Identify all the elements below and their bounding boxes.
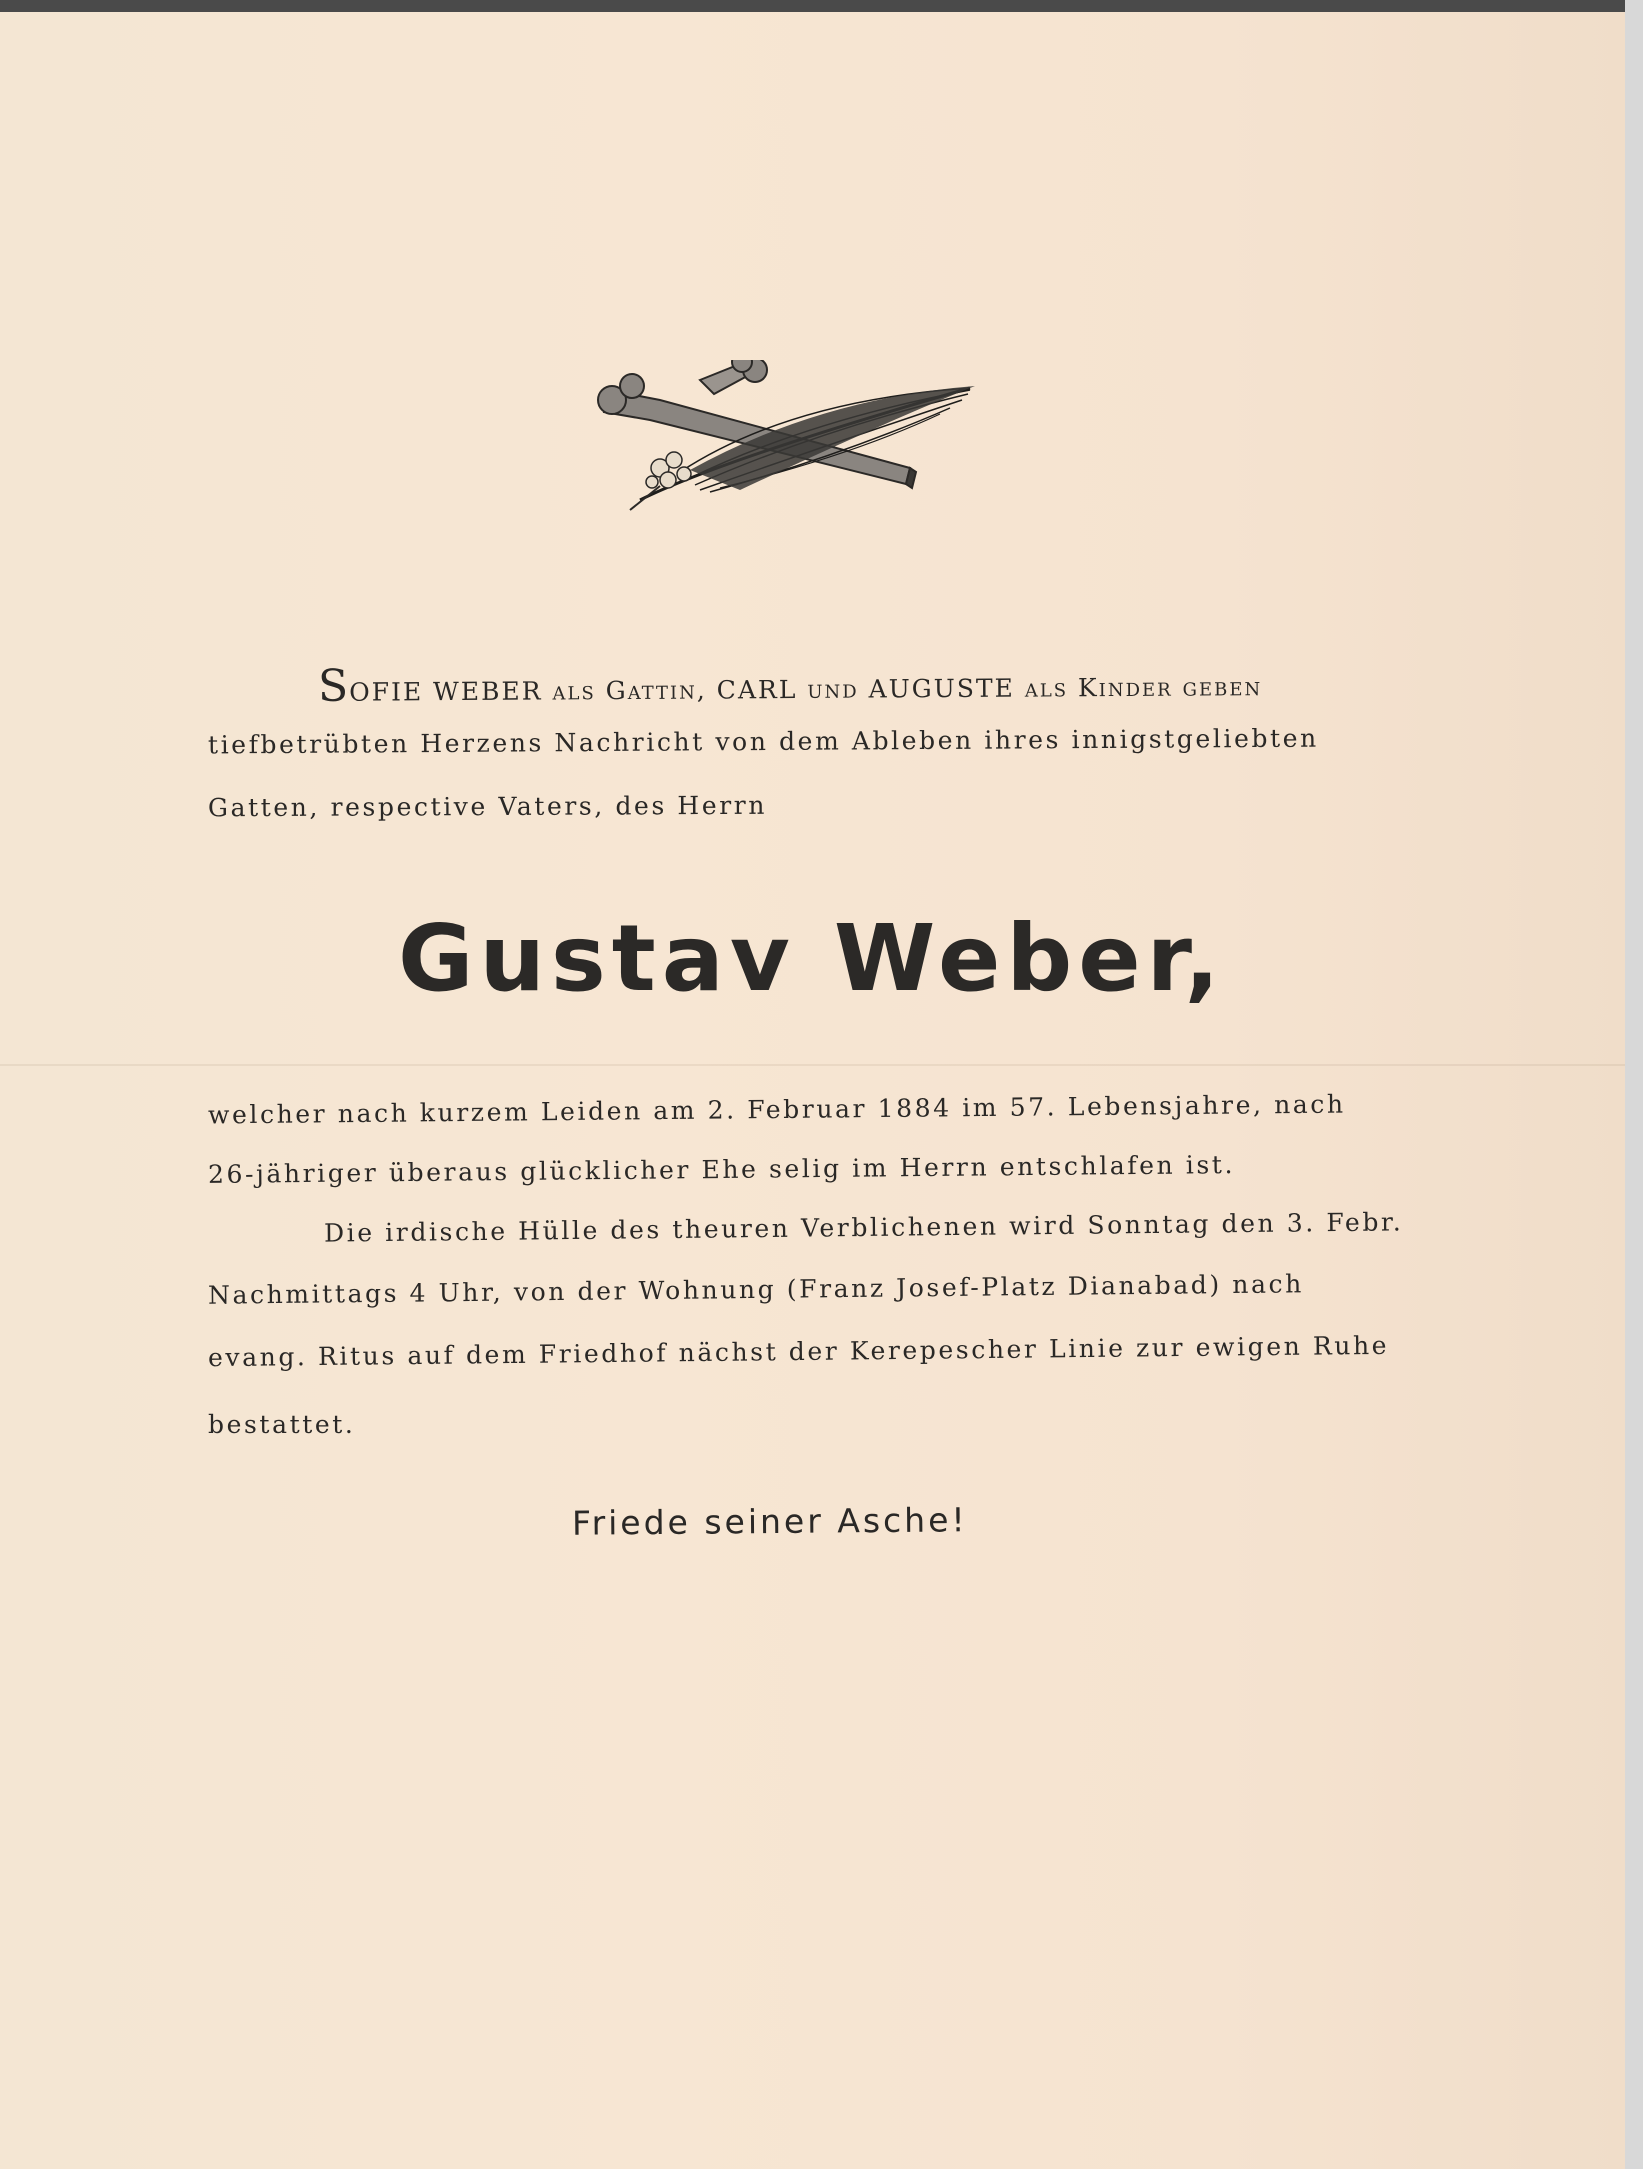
body-line-6: bestattet.	[208, 1410, 356, 1439]
intro-line-1	[318, 655, 1263, 712]
scan-frame-right	[1625, 0, 1643, 2169]
body-line-2: 26-jähriger überaus glücklicher Ehe selig im Herrn entschlafen ist.	[207, 1150, 1236, 1189]
body-line-5: evang. Ritus auf dem Friedhof nächst der Kerepescher Linie zur ewigen Ruhe	[207, 1330, 1390, 1373]
scan-frame-top	[0, 0, 1643, 12]
body-line-4: Nachmittags 4 Uhr, von der Wohnung (Franz Josef-Platz Dianabad) nach	[207, 1269, 1304, 1310]
intro-line-3: Gatten, respective Vaters, des Herrn	[207, 790, 768, 823]
paper-fold	[0, 1064, 1625, 1066]
body-line-3: Die irdische Hülle des theuren Verblichenen wird Sonntag den 3. Febr.	[323, 1207, 1404, 1248]
deceased-name: Gustav Weber,	[398, 905, 1226, 1012]
notice-paper	[0, 12, 1625, 2169]
cross-and-palm-icon	[590, 360, 990, 540]
intro-line-2: tiefbetrübten Herzens Nachricht von dem Ableben ihres innigstgeliebten	[207, 723, 1319, 760]
closing-blessing: Friede seiner Asche!	[571, 1500, 968, 1543]
drop-initial: S	[317, 660, 350, 712]
intro-line-1-text: OFIE WEBER als Gattin, CARL und AUGUSTE als Kinder geben	[349, 672, 1263, 707]
body-line-1: welcher nach kurzem Leiden am 2. Februar 1884 im 57. Lebensjahre, nach	[207, 1089, 1346, 1130]
